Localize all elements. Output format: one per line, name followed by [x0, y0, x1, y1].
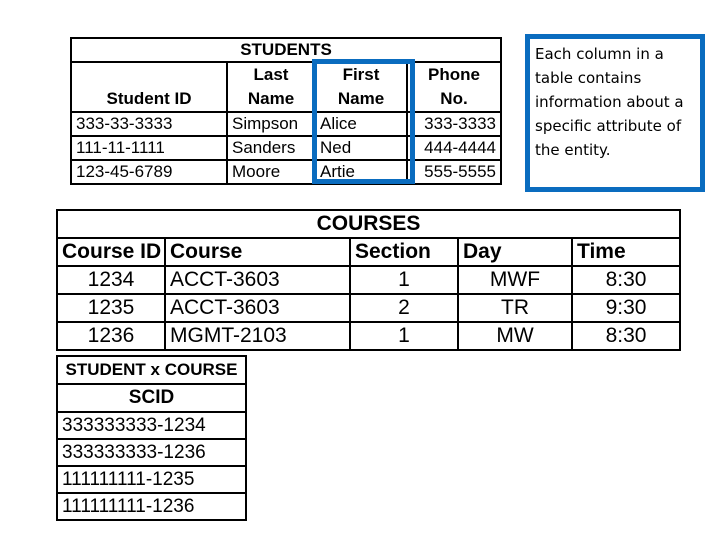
- student-id-cell: 123-45-6789: [71, 160, 227, 184]
- callout-text: Each column in a table contains information about a specific attribute of the entity.: [535, 45, 684, 159]
- first-name-cell: Alice: [315, 112, 407, 136]
- course-cell: ACCT-3603: [165, 294, 350, 322]
- student-course-table: [56, 355, 247, 521]
- table-row: [57, 322, 680, 350]
- courses-table: [56, 209, 681, 351]
- time-cell: 8:30: [572, 322, 680, 350]
- scid-cell: 333333333-1236: [57, 439, 246, 466]
- course-cell: MGMT-2103: [165, 322, 350, 350]
- students-table: [70, 37, 502, 185]
- header-scid: SCID: [57, 384, 246, 412]
- table-row: [57, 294, 680, 322]
- table-row: [57, 412, 246, 439]
- first-name-cell: Ned: [315, 136, 407, 160]
- courses-title: COURSES: [57, 210, 680, 238]
- table-row: [57, 266, 680, 294]
- course-id-cell: 1235: [57, 294, 165, 322]
- section-cell: 1: [350, 322, 458, 350]
- table-row: [57, 493, 246, 520]
- header-last-name: Last Name: [227, 62, 315, 112]
- header-first-name: First Name: [315, 62, 407, 112]
- time-cell: 9:30: [572, 294, 680, 322]
- first-name-column-highlight: [312, 59, 415, 184]
- table-row: [71, 136, 501, 160]
- header-day: Day: [458, 238, 572, 266]
- course-id-cell: 1234: [57, 266, 165, 294]
- last-name-cell: Simpson: [227, 112, 315, 136]
- header-student-id: Student ID: [71, 62, 227, 112]
- last-name-cell: Sanders: [227, 136, 315, 160]
- scid-cell: 111111111-1235: [57, 466, 246, 493]
- header-course: Course: [165, 238, 350, 266]
- scid-cell: 333333333-1234: [57, 412, 246, 439]
- course-id-cell: 1236: [57, 322, 165, 350]
- day-cell: TR: [458, 294, 572, 322]
- scid-cell: 111111111-1236: [57, 493, 246, 520]
- student-id-cell: 111-11-1111: [71, 136, 227, 160]
- first-name-cell: Artie: [315, 160, 407, 184]
- header-phone: Phone No.: [407, 62, 501, 112]
- phone-cell: 555-5555: [407, 160, 501, 184]
- section-cell: 1: [350, 266, 458, 294]
- student-course-title: STUDENT x COURSE: [57, 356, 246, 384]
- time-cell: 8:30: [572, 266, 680, 294]
- header-course-id: Course ID: [57, 238, 165, 266]
- section-cell: 2: [350, 294, 458, 322]
- table-row: [57, 466, 246, 493]
- table-row: [71, 160, 501, 184]
- header-time: Time: [572, 238, 680, 266]
- students-title: STUDENTS: [71, 38, 501, 62]
- callout-box: [525, 34, 705, 192]
- phone-cell: 333-3333: [407, 112, 501, 136]
- table-row: [57, 439, 246, 466]
- course-cell: ACCT-3603: [165, 266, 350, 294]
- student-id-cell: 333-33-3333: [71, 112, 227, 136]
- day-cell: MW: [458, 322, 572, 350]
- last-name-cell: Moore: [227, 160, 315, 184]
- table-row: [71, 112, 501, 136]
- phone-cell: 444-4444: [407, 136, 501, 160]
- header-section: Section: [350, 238, 458, 266]
- day-cell: MWF: [458, 266, 572, 294]
